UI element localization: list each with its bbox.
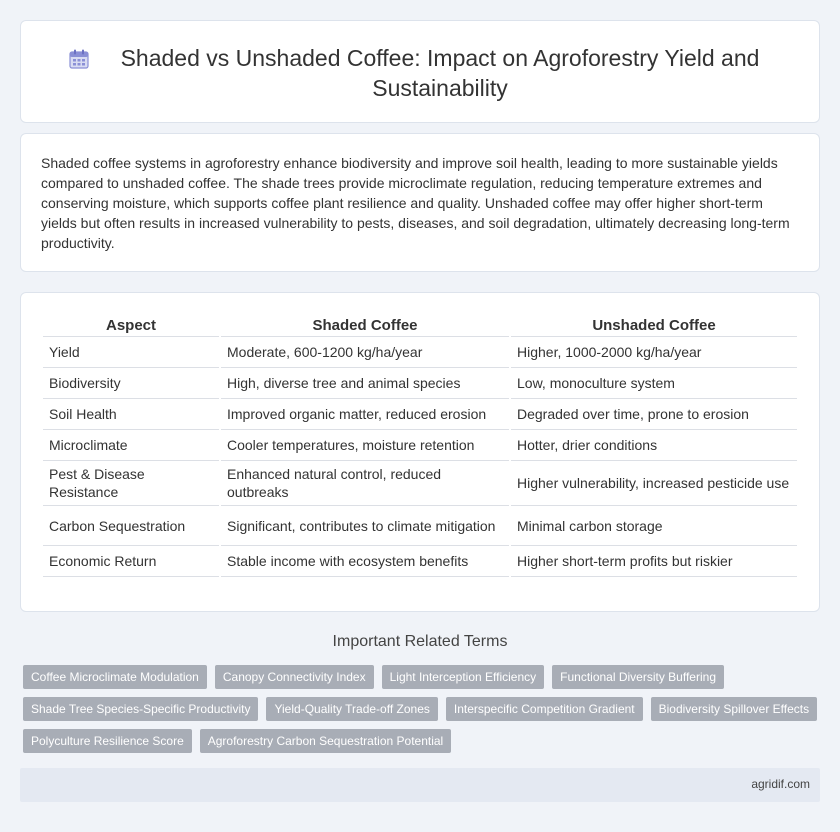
table-cell: Enhanced natural control, reduced outbreaks — [221, 461, 509, 506]
related-term-tag[interactable]: Shade Tree Species-Specific Productivity — [23, 697, 258, 721]
footer-site-link[interactable]: agridif.com — [751, 777, 810, 791]
column-header-unshaded: Unshaded Coffee — [511, 314, 797, 337]
table-cell: Improved organic matter, reduced erosion — [221, 399, 509, 430]
related-term-tag[interactable]: Canopy Connectivity Index — [215, 665, 374, 689]
table-cell: Higher, 1000-2000 kg/ha/year — [511, 337, 797, 368]
table-cell: Moderate, 600-1200 kg/ha/year — [221, 337, 509, 368]
table-header-row — [43, 314, 797, 337]
related-term-tag[interactable]: Yield-Quality Trade-off Zones — [266, 697, 437, 721]
table-cell: Stable income with ecosystem benefits — [221, 546, 509, 577]
table-cell: Economic Return — [43, 546, 219, 577]
table-cell: Soil Health — [43, 399, 219, 430]
table-cell: Low, monoculture system — [511, 368, 797, 399]
related-terms-heading: Important Related Terms — [332, 633, 508, 650]
column-header-shaded: Shaded Coffee — [221, 314, 509, 337]
table-row — [43, 430, 797, 461]
related-term-tag[interactable]: Light Interception Efficiency — [382, 665, 545, 689]
related-term-tag[interactable]: Agroforestry Carbon Sequestration Potential — [200, 729, 451, 753]
table-row — [43, 506, 797, 546]
column-header-aspect: Aspect — [43, 314, 219, 337]
table-row — [43, 337, 797, 368]
table-cell: Microclimate — [43, 430, 219, 461]
table-cell: Pest & Disease Resistance — [43, 461, 219, 506]
comparison-table — [41, 314, 799, 577]
table-row — [43, 368, 797, 399]
comparison-card — [20, 292, 820, 612]
table-cell: Cooler temperatures, moisture retention — [221, 430, 509, 461]
table-cell: Degraded over time, prone to erosion — [511, 399, 797, 430]
table-cell: Hotter, drier conditions — [511, 430, 797, 461]
intro-card — [20, 133, 820, 272]
table-cell: Yield — [43, 337, 219, 368]
header-card — [20, 20, 820, 123]
related-term-tag[interactable]: Polyculture Resilience Score — [23, 729, 192, 753]
related-term-tag[interactable]: Coffee Microclimate Modulation — [23, 665, 207, 689]
table-cell: Biodiversity — [43, 368, 219, 399]
table-row — [43, 546, 797, 577]
table-row — [43, 461, 797, 506]
table-cell: Carbon Sequestration — [43, 506, 219, 546]
table-row — [43, 399, 797, 430]
related-term-tag[interactable]: Biodiversity Spillover Effects — [651, 697, 818, 721]
related-term-tag[interactable]: Functional Diversity Buffering — [552, 665, 724, 689]
table-cell: High, diverse tree and animal species — [221, 368, 509, 399]
related-term-tag[interactable]: Interspecific Competition Gradient — [446, 697, 643, 721]
intro-paragraph: Shaded coffee systems in agroforestry enhance biodiversity and improve soil health, leading to more sustainable yields compared to unshaded coffee. The shade trees provide microclimate regulation, reducing temperature extremes and conserving moisture, which supports coffee plant resilience and quality. Unshaded coffee may offer higher short-term yields but often results in increased vulnerability to pests, diseases, and soil degradation, ultimately decreasing long-term productivity. — [41, 155, 790, 251]
footer — [20, 768, 820, 802]
table-cell: Significant, contributes to climate mitigation — [221, 506, 509, 546]
table-cell: Higher vulnerability, increased pesticide use — [511, 461, 797, 506]
related-terms-list — [23, 665, 823, 761]
table-cell: Minimal carbon storage — [511, 506, 797, 546]
page-title: Shaded vs Unshaded Coffee: Impact on Agroforestry Yield and Sustainability — [120, 45, 760, 101]
table-cell: Higher short-term profits but riskier — [511, 546, 797, 577]
